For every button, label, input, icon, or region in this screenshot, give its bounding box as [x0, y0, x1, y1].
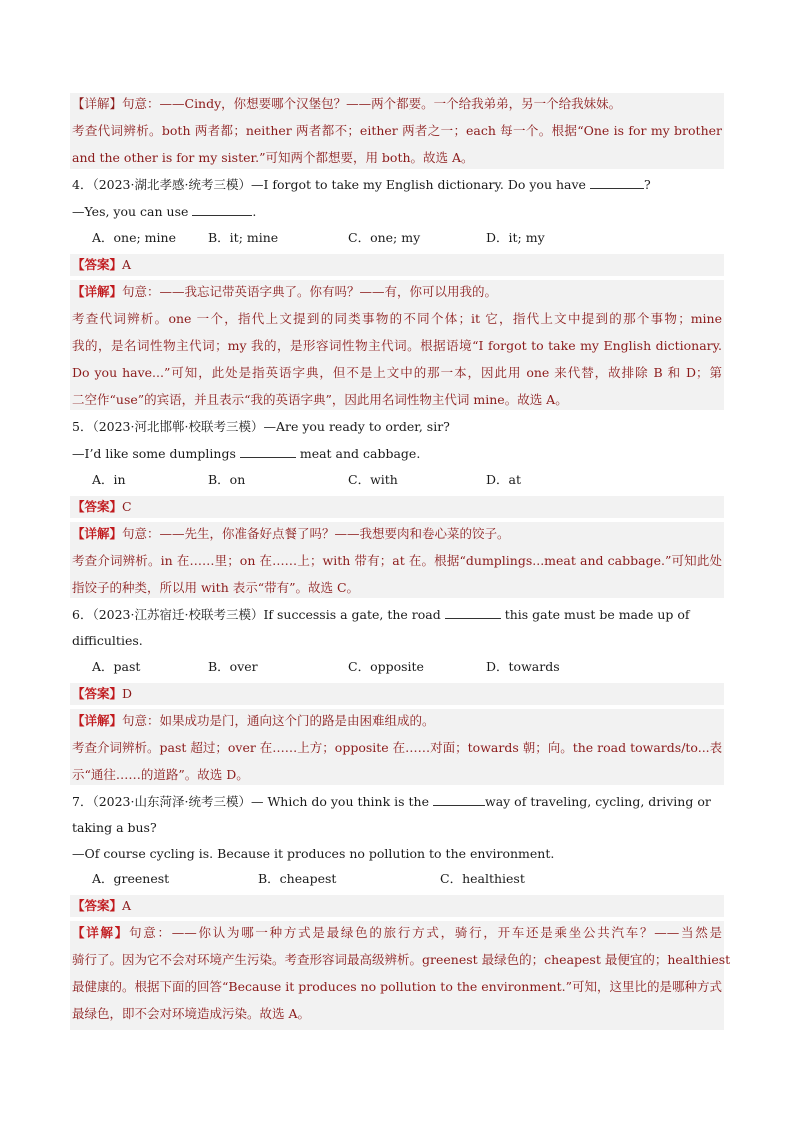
q6-explain-line-1	[72, 713, 722, 729]
q7-stem-line-2: taking a bus?	[72, 820, 157, 835]
q7-explain-line-3: 最健康的。根据下面的回答“Because it produces no pollution to the environment.”可知，这里比的是哪种方式	[72, 979, 723, 994]
q5-source: （2023·河北邯郸·校联考三模）	[92, 419, 264, 434]
q4-reply-end: .	[252, 204, 257, 219]
q7-answer-line	[72, 898, 722, 914]
q6-stem-line-1	[72, 607, 722, 623]
q3-explain-line-2: 考查代词辨析。both 两者都；neither 两者都不；either 两者之一；each 每一个。根据“One is for my brother	[72, 123, 722, 138]
q7-number: 7．	[72, 794, 93, 809]
q6-number: 6．	[72, 607, 93, 622]
q7-explain-text-1: 句意：——你认为哪一种方式是最绿色的旅行方式，骑行，开车还是乘坐公共汽车？——当然是	[128, 925, 722, 940]
q7-explain-tag: 【详解】	[72, 925, 129, 940]
q5-option-a[interactable]: A．in	[92, 472, 126, 487]
q7-explain-line-4: 最绿色，即不会对环境造成污染。故选 A。	[72, 1006, 311, 1021]
q7-explain-line-2: 骑行了。因为它不会对环境产生污染。考查形容词最高级辨析。greenest 最绿色的；cheapest 最便宜的；healthiest	[72, 952, 731, 967]
q7-stem-line-3: —Of course cycling is. Because it produces no pollution to the environment.	[72, 846, 555, 861]
q7-blank	[433, 794, 485, 806]
q5-number: 5．	[72, 419, 93, 434]
q6-blank	[445, 607, 501, 619]
q6-explain-line-2: 考查介词辨析。past 超过；over 在……上方；opposite 在……对面；towards 朝；向。the road towards/to...表	[72, 740, 723, 755]
q5-answer: C	[122, 499, 132, 514]
q6-explain-tag: 【详解】	[72, 713, 123, 728]
q4-option-a[interactable]: A．one; mine	[92, 230, 176, 245]
q4-stem-text: —I forgot to take my English dictionary. Do you have	[250, 177, 586, 192]
q6-option-c[interactable]: C．opposite	[348, 659, 424, 674]
q5-answer-tag: 【答案】	[72, 499, 123, 514]
q4-explain-line-4: Do you have...”可知，此处是指英语字典，但不是上文中的那一本，因此用 one 来代替，故排除 B 和 D；第	[72, 365, 722, 380]
q7-stem-end: way of traveling, cycling, driving or	[485, 794, 711, 809]
q5-explain-line-2: 考查介词辨析。in 在……里；on 在……上；with 带有；at 在。根据“dumplings...meat and cabbage.”可知此处	[72, 553, 722, 568]
q4-answer-tag: 【答案】	[72, 257, 123, 272]
q4-stem-line-1	[72, 177, 722, 193]
q7-option-c[interactable]: C．healthiest	[440, 871, 525, 886]
q6-answer: D	[122, 686, 133, 701]
q7-answer: A	[122, 898, 132, 913]
q7-stem-line-1	[72, 794, 722, 810]
q6-stem-line-2: difficulties.	[72, 633, 143, 648]
q7-answer-tag: 【答案】	[72, 898, 123, 913]
q7-source: （2023·山东菏泽·统考三模）	[92, 794, 251, 809]
q5-stem-line-2	[72, 446, 722, 462]
q5-reply-text: —I’d like some dumplings	[72, 446, 236, 461]
q5-answer-line	[72, 499, 722, 515]
q5-stem-line-1	[72, 419, 722, 435]
q7-stem-text: — Which do you think is the	[250, 794, 430, 809]
q7-explain-line-1	[72, 925, 722, 941]
q5-explain-line-1	[72, 526, 722, 542]
q6-answer-tag: 【答案】	[72, 686, 123, 701]
q4-number: 4．	[72, 177, 93, 192]
q4-blank-2	[192, 204, 252, 216]
q4-explain-tag: 【详解】	[72, 284, 123, 299]
q7-option-b[interactable]: B．cheapest	[258, 871, 337, 886]
q4-blank-1	[590, 177, 644, 189]
q4-explain-line-1	[72, 284, 722, 300]
q7-option-a[interactable]: A．greenest	[92, 871, 170, 886]
q4-option-b[interactable]: B．it; mine	[208, 230, 279, 245]
q6-explain-line-3: 示“通往……的道路”。故选 D。	[72, 767, 249, 782]
q3-explain-line-3: and the other is for my sister.”可知两个都想要，用 both。故选 A。	[72, 150, 474, 165]
q5-option-d[interactable]: D．at	[486, 472, 521, 487]
q5-option-c[interactable]: C．with	[348, 472, 398, 487]
q5-stem-text: —Are you ready to order, sir?	[263, 419, 450, 434]
q6-stem-text: If successis a gate, the road	[263, 607, 441, 622]
q6-option-b[interactable]: B．over	[208, 659, 258, 674]
q4-reply-text: —Yes, you can use	[72, 204, 189, 219]
q4-answer-line	[72, 257, 722, 273]
q5-explain-line-3: 指饺子的种类，所以用 with 表示“带有”。故选 C。	[72, 580, 360, 595]
q5-explain-text-1: 句意：——先生，你准备好点餐了吗？——我想要肉和卷心菜的饺子。	[122, 526, 510, 541]
q4-stem-end: ?	[643, 177, 651, 192]
q5-explain-tag: 【详解】	[72, 526, 123, 541]
q4-explain-line-3: 我的，是名词性物主代词；my 我的，是形容词性物主代词。根据语境“I forgot to take my English dictionary.	[72, 338, 722, 353]
q6-answer-line	[72, 686, 722, 702]
q6-source: （2023·江苏宿迁·校联考三模）	[92, 607, 264, 622]
q4-option-c[interactable]: C．one; my	[348, 230, 421, 245]
q5-blank	[240, 446, 296, 458]
q4-source: （2023·湖北孝感·统考三模）	[92, 177, 251, 192]
q4-explain-text-1: 句意：——我忘记带英语字典了。你有吗？——有，你可以用我的。	[122, 284, 498, 299]
q6-stem-end: this gate must be made up of	[504, 607, 690, 622]
q6-explain-text-1: 句意：如果成功是门，通向这个门的路是由困难组成的。	[122, 713, 435, 728]
q4-answer: A	[122, 257, 132, 272]
q4-stem-line-2	[72, 204, 722, 220]
q4-option-d[interactable]: D．it; my	[486, 230, 545, 245]
q4-explain-line-2: 考查代词辨析。one 一个，指代上文提到的同类事物的不同个体；it 它，指代上文中提到的那个事物；mine	[72, 311, 722, 326]
q6-option-a[interactable]: A．past	[92, 659, 141, 674]
q3-explain-line-1: 【详解】句意：——Cindy，你想要哪个汉堡包？——两个都要。一个给我弟弟，另一个给我妹妹。	[72, 96, 622, 111]
q5-reply-end: meat and cabbage.	[299, 446, 421, 461]
q5-option-b[interactable]: B．on	[208, 472, 246, 487]
q4-explain-line-5: 二空作“use”的宾语，并且表示“我的英语字典”，因此用名词性物主代词 mine。故选 A。	[72, 392, 568, 407]
q6-option-d[interactable]: D．towards	[486, 659, 560, 674]
